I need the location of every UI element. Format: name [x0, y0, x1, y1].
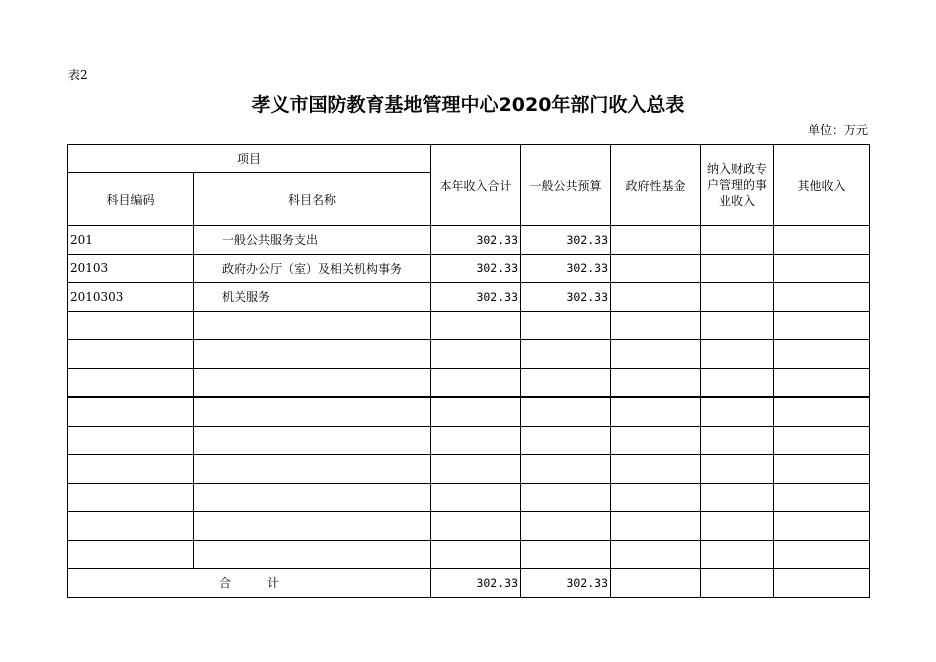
page-title: 孝义市国防教育基地管理中心2020年部门收入总表 — [251, 94, 685, 116]
cell-other — [774, 254, 870, 283]
cell-other — [774, 283, 870, 312]
sum-label: 合 计 — [68, 569, 431, 598]
cell-other — [774, 368, 870, 397]
cell-fund — [611, 340, 701, 369]
sum-general: 302.33 — [521, 569, 611, 598]
cell-name — [194, 340, 431, 369]
cell-name — [194, 512, 431, 541]
table-row — [68, 483, 870, 512]
cell-other — [774, 540, 870, 569]
cell-code — [68, 483, 194, 512]
cell-special — [701, 455, 774, 484]
cell-name: 一般公共服务支出 — [194, 226, 431, 255]
sum-other — [774, 569, 870, 598]
cell-name — [194, 311, 431, 340]
cell-fund — [611, 283, 701, 312]
cell-other — [774, 397, 870, 426]
cell-total — [431, 540, 521, 569]
table-row — [68, 254, 870, 283]
cell-code — [68, 540, 194, 569]
header-other: 其他收入 — [774, 145, 870, 226]
cell-other — [774, 455, 870, 484]
cell-code — [68, 368, 194, 397]
cell-other — [774, 340, 870, 369]
cell-code — [68, 512, 194, 541]
cell-code: 2010303 — [68, 283, 194, 312]
cell-special — [701, 340, 774, 369]
income-table — [67, 144, 870, 598]
cell-special — [701, 254, 774, 283]
cell-general — [521, 426, 611, 455]
cell-fund — [611, 540, 701, 569]
cell-fund — [611, 254, 701, 283]
cell-other — [774, 311, 870, 340]
header-fund: 政府性基金 — [611, 145, 701, 226]
cell-other — [774, 483, 870, 512]
cell-other — [774, 426, 870, 455]
cell-general — [521, 455, 611, 484]
table-row — [68, 397, 870, 426]
cell-special — [701, 483, 774, 512]
cell-total: 302.33 — [431, 226, 521, 255]
cell-name — [194, 540, 431, 569]
cell-code: 201 — [68, 226, 194, 255]
cell-total — [431, 311, 521, 340]
cell-fund — [611, 512, 701, 541]
cell-code — [68, 340, 194, 369]
table-row — [68, 540, 870, 569]
cell-name — [194, 368, 431, 397]
cell-total: 302.33 — [431, 283, 521, 312]
cell-total — [431, 483, 521, 512]
header-name: 科目名称 — [194, 173, 431, 226]
cell-special — [701, 426, 774, 455]
cell-fund — [611, 368, 701, 397]
cell-code — [68, 397, 194, 426]
cell-fund — [611, 455, 701, 484]
table-row — [68, 512, 870, 541]
cell-special — [701, 368, 774, 397]
cell-name: 机关服务 — [194, 283, 431, 312]
header-project: 项目 — [68, 145, 431, 173]
cell-general — [521, 512, 611, 541]
header-code: 科目编码 — [68, 173, 194, 226]
header-general: 一般公共预算 — [521, 145, 611, 226]
cell-general — [521, 340, 611, 369]
cell-name — [194, 455, 431, 484]
cell-code — [68, 426, 194, 455]
cell-code — [68, 455, 194, 484]
table-row — [68, 283, 870, 312]
cell-general — [521, 540, 611, 569]
cell-code — [68, 311, 194, 340]
table-number: 表2 — [68, 68, 88, 82]
cell-fund — [611, 311, 701, 340]
cell-code: 20103 — [68, 254, 194, 283]
table-row — [68, 311, 870, 340]
sum-total: 302.33 — [431, 569, 521, 598]
cell-general: 302.33 — [521, 283, 611, 312]
table-row — [68, 340, 870, 369]
cell-total — [431, 368, 521, 397]
table-row — [68, 368, 870, 397]
sum-fund — [611, 569, 701, 598]
cell-other — [774, 226, 870, 255]
cell-total: 302.33 — [431, 254, 521, 283]
cell-general — [521, 483, 611, 512]
cell-special — [701, 540, 774, 569]
cell-fund — [611, 226, 701, 255]
cell-general: 302.33 — [521, 226, 611, 255]
cell-name: 政府办公厅（室）及相关机构事务 — [194, 254, 431, 283]
cell-general — [521, 368, 611, 397]
table-row — [68, 426, 870, 455]
cell-name — [194, 397, 431, 426]
cell-name — [194, 426, 431, 455]
table-row — [68, 455, 870, 484]
cell-special — [701, 311, 774, 340]
cell-fund — [611, 426, 701, 455]
cell-special — [701, 397, 774, 426]
table-row — [68, 226, 870, 255]
cell-fund — [611, 397, 701, 426]
header-total: 本年收入合计 — [431, 145, 521, 226]
cell-other — [774, 512, 870, 541]
cell-total — [431, 426, 521, 455]
cell-general — [521, 311, 611, 340]
cell-special — [701, 226, 774, 255]
cell-name — [194, 483, 431, 512]
cell-total — [431, 512, 521, 541]
unit-label: 单位：万元 — [807, 123, 868, 137]
cell-total — [431, 397, 521, 426]
header-special: 纳入财政专户管理的事业收入 — [701, 145, 774, 226]
cell-fund — [611, 483, 701, 512]
cell-special — [701, 283, 774, 312]
sum-special — [701, 569, 774, 598]
cell-total — [431, 455, 521, 484]
cell-general — [521, 397, 611, 426]
cell-total — [431, 340, 521, 369]
cell-special — [701, 512, 774, 541]
cell-general: 302.33 — [521, 254, 611, 283]
